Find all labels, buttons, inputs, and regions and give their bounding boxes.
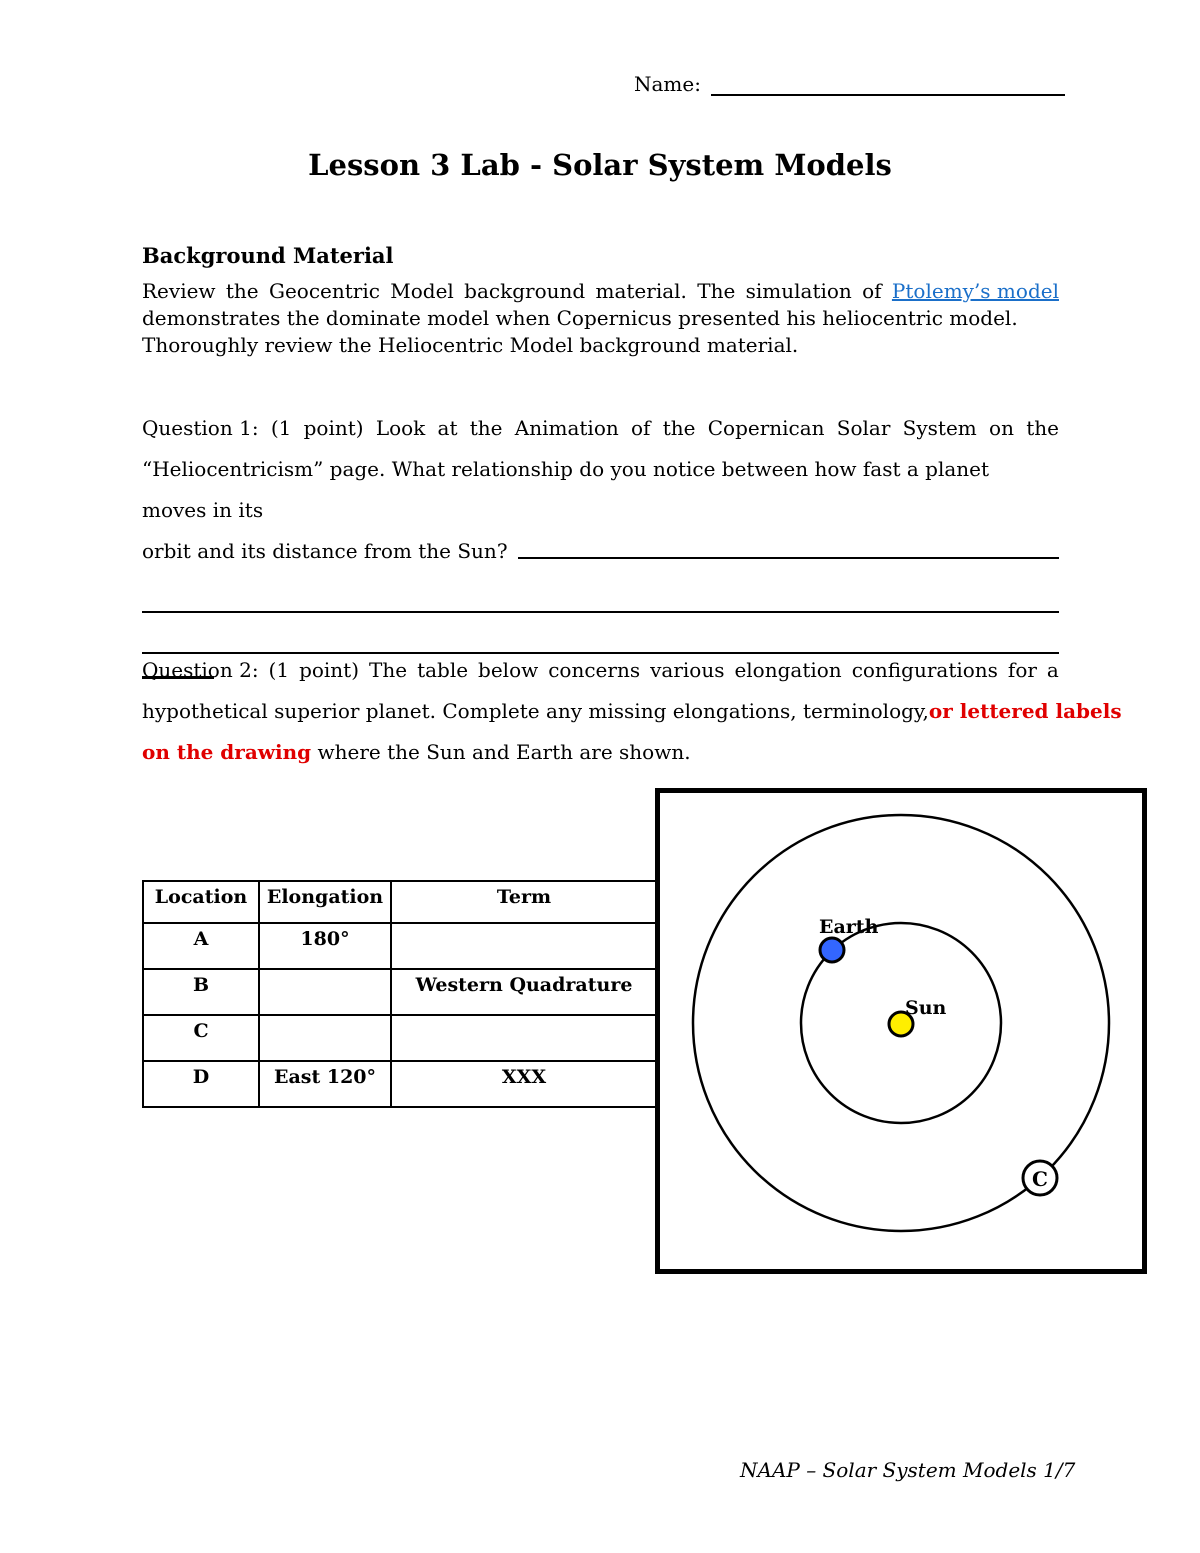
word: configurations [851,658,998,682]
ptolemy-model-link[interactable]: Ptolemy’s model [891,279,1059,303]
sun-label: Sun [905,997,947,1019]
word: (1 [270,416,292,440]
earth-icon [820,938,844,962]
table-row [143,1061,657,1107]
word: on [989,416,1014,440]
background-heading: Background Material [142,243,394,268]
word: for [1007,658,1037,682]
word: elongation [734,658,842,682]
column-header-term: Term [391,881,657,923]
question-1-line-2: “Heliocentricism” page. What relationship do you notice between how fast a planet moves in its [142,457,990,522]
question-1-label: Question 1: [142,416,259,440]
word: Look [375,416,426,440]
word: simulation [745,279,852,303]
word: Review [142,279,216,303]
word: material. [595,279,687,303]
word: a [1046,658,1059,682]
word: System [902,416,977,440]
name-blank-line[interactable] [711,72,1065,96]
cell-term[interactable] [391,923,657,969]
word: point) [299,658,360,682]
word: of [631,416,651,440]
word: at [437,416,458,440]
word: the [225,279,259,303]
answer-line[interactable] [142,572,1059,613]
question-2-line-1 [142,650,1059,691]
cell-elongation: 180° [259,923,391,969]
page-footer: NAAP – Solar System Models 1/7 [740,1458,1076,1482]
word: The [697,279,736,303]
word: the [469,416,503,440]
page-title: Lesson 3 Lab - Solar System Models [308,148,892,182]
cell-location: D [143,1061,259,1107]
question-1 [142,408,1059,679]
background-rest: demonstrates the dominate model when Copernicus presented his heliocentric model. Thoroughly review the Heliocentric Model background material. [142,306,1018,357]
orbit-diagram [655,788,1147,1274]
word: concerns [548,658,641,682]
cell-elongation: East 120° [259,1061,391,1107]
cell-elongation[interactable] [259,969,391,1015]
question-2-line-3 [142,732,1059,773]
word: point) [303,416,364,440]
question-1-line-3 [142,531,1059,572]
earth-label: Earth [819,916,879,938]
question-2-text: hypothetical superior planet. Complete any missing elongations, terminology, [142,699,929,723]
question-2 [142,650,1122,773]
cell-term: Western Quadrature [391,969,657,1015]
question-2-text: where the Sun and Earth are shown. [317,740,691,764]
table-row [143,1015,657,1061]
word: of [862,279,882,303]
word: below [478,658,539,682]
question-2-emphasis: or lettered labels [928,699,1122,723]
cell-location: A [143,923,259,969]
question-2-label: Question 2: [142,658,259,682]
word: The [369,658,408,682]
background-line-1 [142,278,1059,305]
cell-location: B [143,969,259,1015]
word: Animation [514,416,619,440]
word: Copernican [707,416,825,440]
cell-location: C [143,1015,259,1061]
elongation-table [142,880,658,1108]
table-row [143,969,657,1015]
table-header-row [143,881,657,923]
word: Solar [836,416,891,440]
answer-line[interactable] [518,531,1059,559]
word: table [417,658,469,682]
word: the [662,416,696,440]
question-1-prompt-end: orbit and its distance from the Sun? [142,539,508,563]
cell-term[interactable] [391,1015,657,1061]
word: background [464,279,586,303]
planet-c-label: C [1032,1167,1048,1191]
name-field [634,72,1065,96]
question-2-line-2 [142,691,1122,732]
table-row [143,923,657,969]
cell-term: XXX [391,1061,657,1107]
word: the [1026,416,1059,440]
name-label: Name: [634,72,701,96]
word: (1 [268,658,290,682]
answer-line[interactable] [142,613,1059,654]
column-header-location: Location [143,881,259,923]
question-1-line-1 [142,408,1059,449]
word: Geocentric [268,279,380,303]
word: various [650,658,725,682]
column-header-elongation: Elongation [259,881,391,923]
question-2-emphasis: on the drawing [142,740,312,764]
background-paragraph [142,278,1059,359]
cell-elongation[interactable] [259,1015,391,1061]
word: Model [390,279,454,303]
